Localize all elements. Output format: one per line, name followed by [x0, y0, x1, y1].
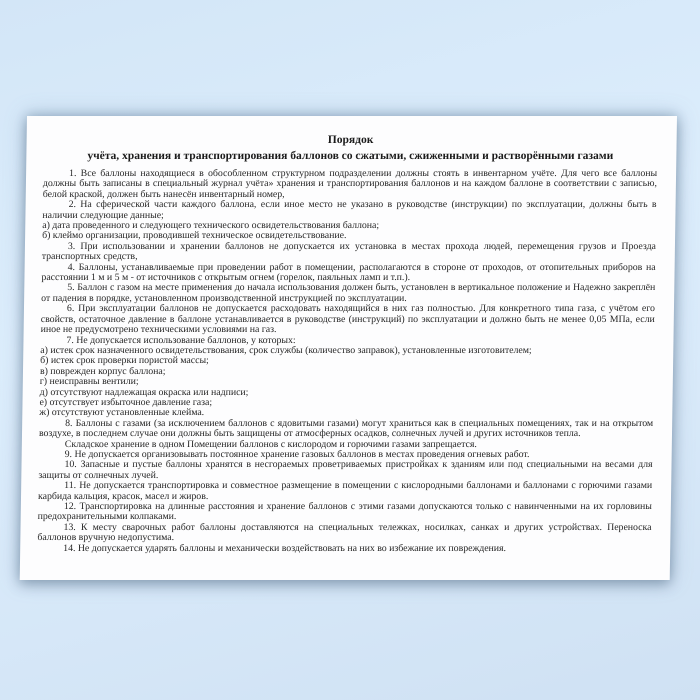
paragraph: ж) отсутствуют установленные клейма. — [39, 407, 205, 419]
paragraph: д) отсутствуют надлежащая окраска или надписи; — [39, 386, 249, 398]
paragraph: 12. Транспортировка на длинные расстояния и хранение баллонов с этими газами допускаются только с навинченными на их горловины предохранительными колпаками. — [37, 501, 652, 523]
paragraph: 9. Не допускается организовывать постоянное хранение газовых баллонов в местах проведения огневых работ. — [64, 448, 530, 460]
paragraph: а) истек срок назначенного освидетельствования, срок службы (количество заправок), установленные изготовителем; — [40, 344, 532, 356]
paragraph: 11. Не допускается транспортировка и совместное размещение в помещении с кислородными баллонами и баллонами с горючими газами карбида кальция, красок, масел и жиров. — [37, 480, 653, 502]
paragraph: а) дата проведенного и следующего технического освидетельствования баллона; — [42, 220, 380, 232]
paragraph: 14. Не допускается ударять баллоны и механически воздействовать на них во избежание их повреждения. — [63, 542, 507, 554]
paragraph: 4. Баллоны, устанавливаемые при проведении работ в помещении, располагаются в стороне от проходов, от отопительных приборов на расстоянии 1 м и 5 м - от источников с открытым огнем (горелок, паяльных ламп и т.п.). — [41, 261, 656, 284]
paragraph: 7. Не допускается использование баллонов, у которых: — [66, 334, 296, 346]
paragraph: 8. Баллоны с газами (за исключением баллонов с ядовитыми газами) могут храниться как в специальных помещениях, так и на открытом воздухе, в последнем случае они должны быть защищены от атмосферных осадков, солнечных лучей и других источников тепла. — [38, 417, 654, 440]
paragraph: г) неисправны вентили; — [39, 376, 139, 388]
paragraph: б) клеймо организации, проводившей техническое освидетельствование. — [42, 230, 347, 242]
paragraph: 10. Запасные и пустые баллоны хранятся в несгораемых проветриваемых пристройках к зданиям или под специальными на весами для защиты от солнечных лучей. — [38, 459, 653, 481]
paragraph: б) истек срок проверки пористой массы; — [40, 355, 209, 367]
paragraph: 1. Все баллоны находящиеся в обособленном структурном подразделении должны стоять в инвентарном учёте. Для чего все баллоны должны быть записаны в специальный журнал учёта» хранения и транспортирования баллонов и на каждом баллоне в соответствии с записью, белой краской, должен быть нанесён инвентарный номер, — [42, 168, 658, 200]
document-title-line1: Порядок — [327, 134, 374, 146]
paragraph: 3. При использовании и хранении баллонов не допускается их установка в местах прохода людей, перемещения грузов и Проезда транспортных средств, — [41, 240, 657, 263]
paragraph: в) поврежден корпус баллона; — [39, 365, 166, 377]
paragraph: е) отсутствует избыточное давление газа; — [39, 396, 213, 408]
document-sheet — [20, 116, 677, 580]
paragraph: 5. Баллон с газом на месте применения до начала использования должен быть, установлен в вертикальное положение и Надежно закреплён от падения в порядке, установленном производственной инструкцией по эксплуатации. — [41, 282, 656, 304]
paragraph: 13. К месту сварочных работ баллоны доставляются на специальных тележках, носилках, санках и других устройствах. Переноска баллонов вручную недопустима. — [37, 521, 652, 544]
paragraph: 6. При эксплуатации баллонов не допускается расходовать находящийся в них газ полностью. Для конкретного типа газа, с учётом его свойств, остаточное давление в баллоне устанавливается в руководстве (инструкций) по эксплуатации и должно быть не менее 0,05 МПа, если иное не предусмотрено техническими условиями на газ. — [40, 303, 656, 336]
document-title-line2: учёта, хранения и транспортирования баллонов со сжатыми, сжиженными и растворёнными газами — [87, 150, 614, 162]
document-body — [37, 169, 657, 554]
paragraph: 2. На сферической части каждого баллона, если иное место не указано в руководстве (инструкции) по эксплуатации, должны быть в наличии следующие данные; — [42, 199, 657, 221]
paragraph: Складское хранение в одном Помещении баллонов с кислородом и горючими газами запрещается. — [64, 438, 477, 450]
